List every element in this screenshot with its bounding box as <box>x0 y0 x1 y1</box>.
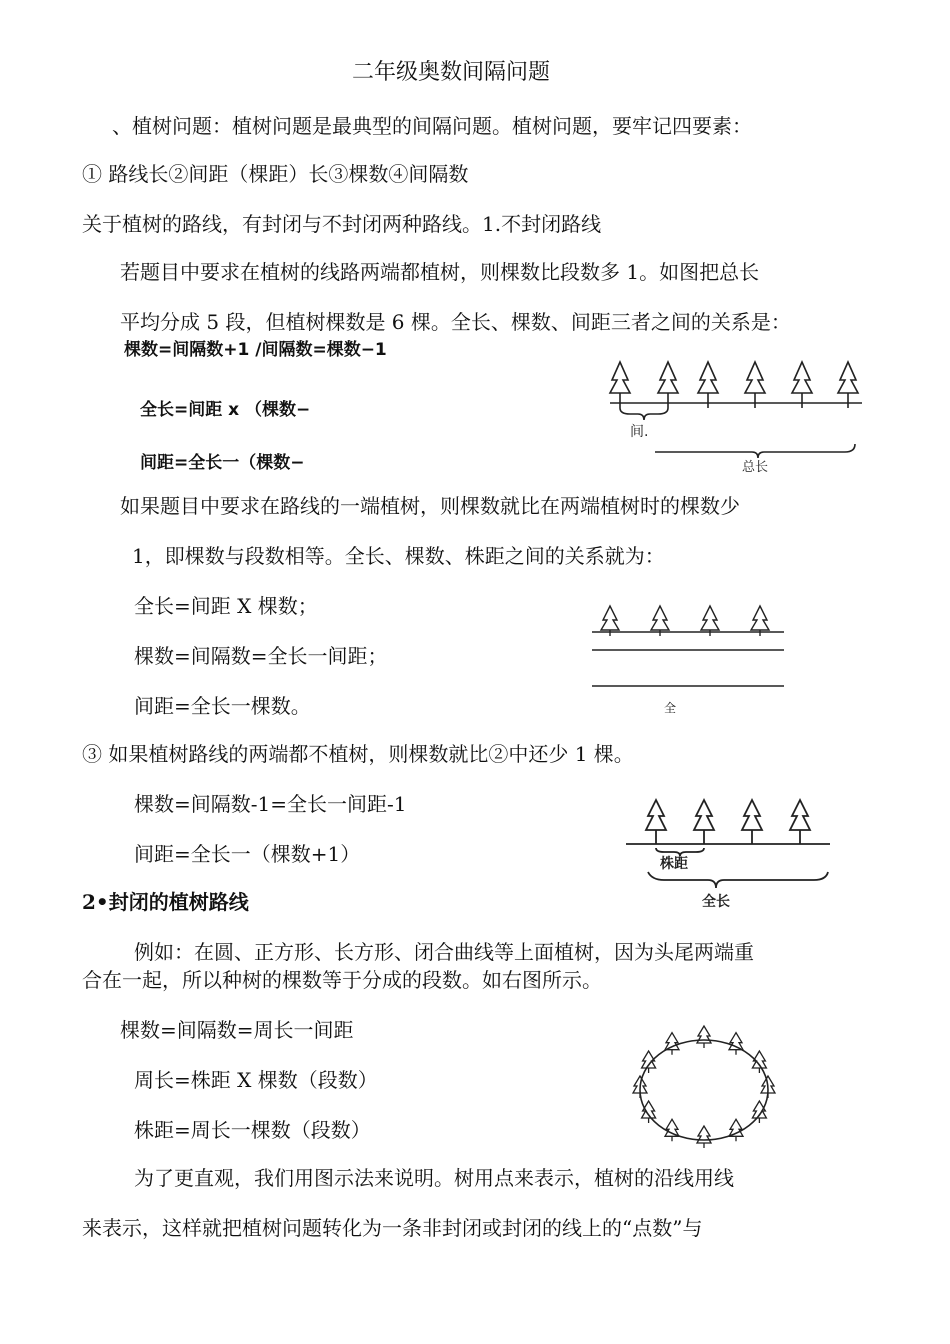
section1-formula-1: 棵数=间隔数+1 /间隔数=棵数−1 <box>124 340 387 360</box>
section4-formula-2: 周长=株距 X 棵数（段数） <box>134 1068 378 1092</box>
section2-paragraph-1: 如果题目中要求在路线的一端植树，则棵数就比在两端植树时的棵数少 <box>120 494 740 518</box>
total-label: 全长 <box>702 894 730 910</box>
tree-icon <box>838 362 858 408</box>
tree-icon <box>658 362 678 408</box>
total-label: 全 <box>664 701 677 715</box>
section3-formula-1: 棵数=间隔数-1=全长一间距-1 <box>134 792 407 816</box>
section4-paragraph-4: 来表示，这样就把植树问题转化为一条非封闭或封闭的线上的“点数”与 <box>82 1216 703 1240</box>
total-brace <box>648 872 828 888</box>
gap-brace <box>620 408 668 420</box>
section4-formula-1: 棵数=间隔数=周长一间距 <box>120 1018 354 1042</box>
figure-both-ends <box>600 356 870 476</box>
figure-one-end <box>588 598 788 718</box>
tree-icon <box>646 800 666 844</box>
tree-icon <box>694 800 714 844</box>
total-brace <box>655 444 855 458</box>
section3-paragraph-1: ③ 如果植树路线的两端都不植树，则棵数就比②中还少 1 棵。 <box>82 742 634 766</box>
section4-paragraph-3: 为了更直观，我们用图示法来说明。树用点来表示，植树的沿线用线 <box>134 1166 734 1190</box>
intro-line-2: ① 路线长②间距（棵距）长③棵数④间隔数 <box>82 162 469 186</box>
section4-heading: 2•封闭的植树路线 <box>82 890 249 914</box>
figure-closed-loop <box>628 1018 778 1148</box>
section1-formula-3: 间距=全长一（棵数− <box>140 453 305 473</box>
tree-icon <box>698 362 718 408</box>
gap-brace <box>656 848 704 856</box>
section2-formula-3: 间距=全长一棵数。 <box>134 694 311 718</box>
tree-icon <box>792 362 812 408</box>
figure-no-ends <box>618 796 838 916</box>
tree-icon <box>697 1126 711 1148</box>
tree-icon <box>742 800 762 844</box>
intro-line-1: 、植树问题：植树问题是最典型的间隔问题。植树问题，要牢记四要素： <box>112 114 752 138</box>
tree-icon <box>610 362 630 408</box>
section1-paragraph-1: 若题目中要求在植树的线路两端都植树，则棵数比段数多 1。如图把总长 <box>120 260 760 284</box>
section4-paragraph-1: 例如：在圆、正方形、长方形、闭合曲线等上面植树，因为头尾两端重 <box>134 940 754 964</box>
gap-label: 株距 <box>660 856 688 872</box>
section1-formula-2: 全长=间距 x （棵数− <box>140 400 311 420</box>
section2-paragraph-2: 1，即棵数与段数相等。全长、棵数、株距之间的关系就为： <box>132 544 665 568</box>
tree-icon <box>697 1026 711 1048</box>
tree-icon <box>790 800 810 844</box>
section2-formula-1: 全长=间距 X 棵数； <box>134 594 318 618</box>
section3-formula-2: 间距=全长一（棵数+1） <box>134 842 361 866</box>
section4-formula-3: 株距=周长一棵数（段数） <box>134 1118 371 1142</box>
section4-paragraph-2: 合在一起，所以种树的棵数等于分成的段数。如右图所示。 <box>82 968 602 992</box>
intro-line-3: 关于植树的路线，有封闭与不封闭两种路线。1.不封闭路线 <box>82 212 602 236</box>
gap-label: 间. <box>630 424 649 440</box>
page-title: 二年级奥数间隔问题 <box>352 60 551 85</box>
total-label: 总长 <box>742 460 769 475</box>
section2-formula-2: 棵数=间隔数=全长一间距； <box>134 644 388 668</box>
section1-paragraph-2: 平均分成 5 段，但植树棵数是 6 棵。全长、棵数、间距三者之间的关系是： <box>120 310 791 334</box>
tree-icon <box>745 362 765 408</box>
tree-icon <box>752 1051 766 1073</box>
tree-icon <box>642 1051 656 1073</box>
